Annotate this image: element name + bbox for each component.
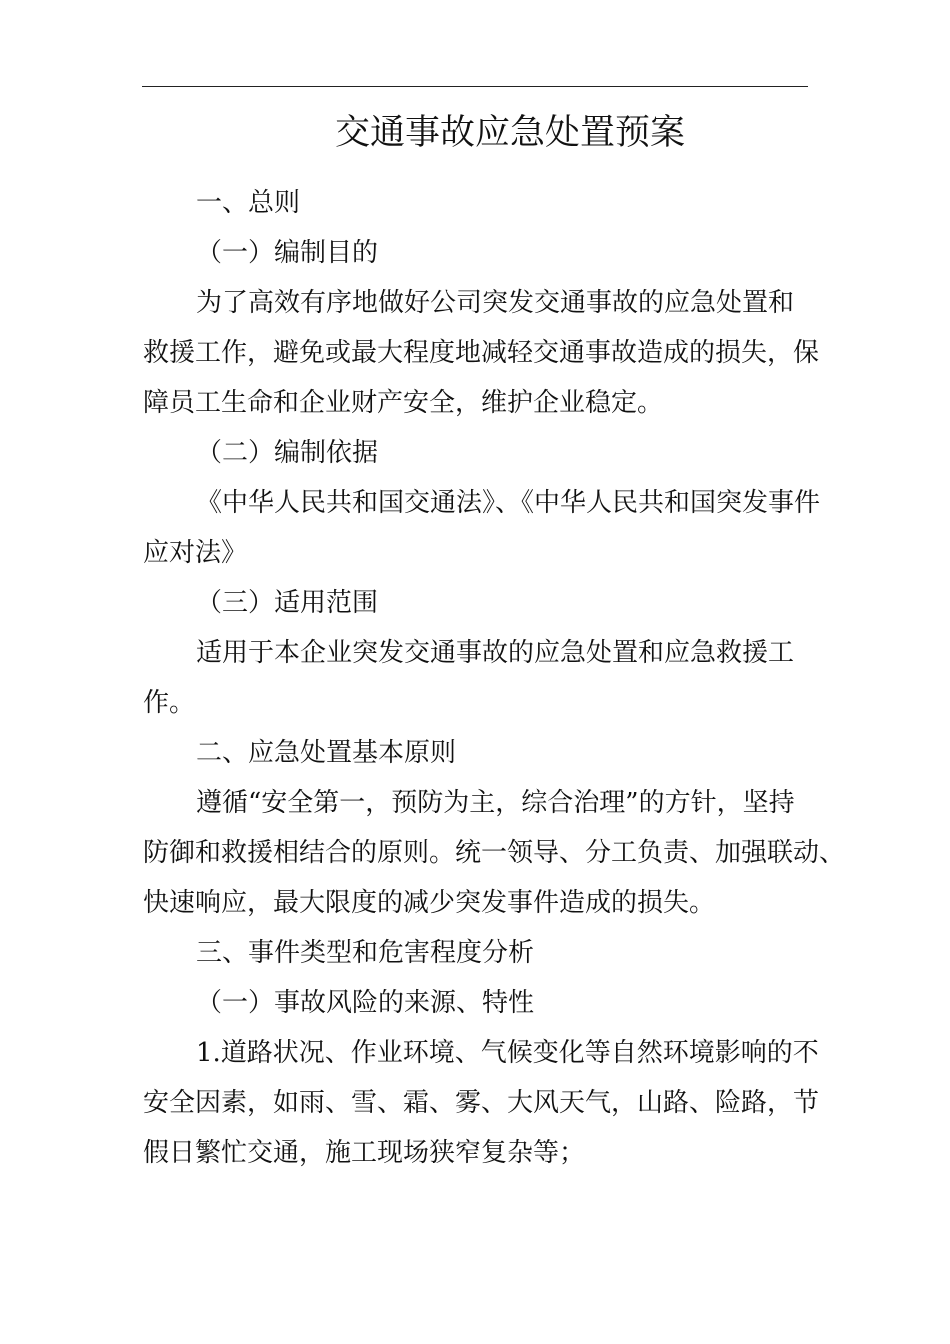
paragraph-line: 作。 [143,688,196,718]
paragraph-line: 《中华人民共和国交通法》、《中华人民共和国突发事件 [196,488,821,518]
paragraph-line: 快速响应，最大限度的减少突发事件造成的损失。 [143,888,716,918]
paragraph-line: 应对法》 [143,538,248,568]
paragraph-line: 障员工生命和企业财产安全，维护企业稳定。 [143,388,664,418]
paragraph-line: 遵循“安全第一，预防为主，综合治理”的方针，坚持 [196,788,795,818]
document-title: 交通事故应急处置预案 [334,113,685,153]
header-rule [142,86,808,87]
paragraph-line: 防御和救援相结合的原则。统一领导、分工负责、加强联动、 [143,838,846,868]
paragraph-line: 为了高效有序地做好公司突发交通事故的应急处置和 [196,288,795,318]
paragraph-line: 适用于本企业突发交通事故的应急处置和应急救援工 [196,638,795,668]
paragraph-line: 救援工作，避免或最大程度地减轻交通事故造成的损失，保 [143,338,820,368]
subsection-heading-basis: （二）编制依据 [196,438,379,468]
section-heading-general: 一、总则 [196,188,301,218]
paragraph-line: 安全因素，如雨、雪、霜、雾、大风天气，山路、险路，节 [143,1088,820,1118]
section-heading-principles: 二、应急处置基本原则 [196,738,457,768]
subsection-heading-scope: （三）适用范围 [196,588,379,618]
subsection-heading-purpose: （一）编制目的 [196,238,379,268]
paragraph-line: 假日繁忙交通，施工现场狭窄复杂等； [143,1138,586,1168]
paragraph-line: 1.道路状况、作业环境、气候变化等自然环境影响的不 [196,1038,819,1068]
subsection-heading-risk: （一）事故风险的来源、特性 [196,988,535,1018]
section-heading-analysis: 三、事件类型和危害程度分析 [196,938,535,968]
